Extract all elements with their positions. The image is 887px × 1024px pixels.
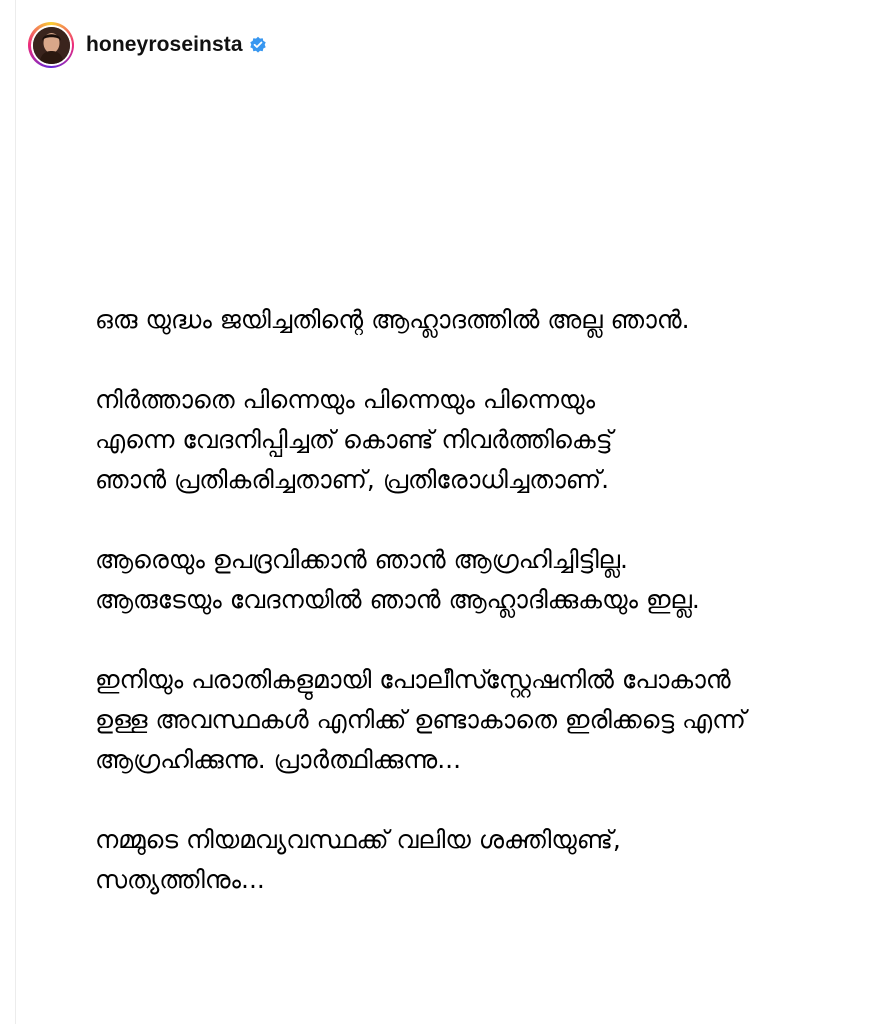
post-caption [95, 300, 875, 940]
caption-line: എന്നെ വേദനിപ്പിച്ചത് കൊണ്ട് നിവർത്തികെട്ട് [95, 425, 613, 454]
caption-line: ഒരു യുദ്ധം ജയിച്ചതിന്റെ ആഹ്ലാദത്തിൽ അല്ല ഞാൻ. [95, 305, 690, 334]
caption-line: ഉള്ള അവസ്ഥകൾ എനിക്ക് ഉണ്ടാകാതെ ഇരിക്കട്ടെ എന്ന് [95, 705, 746, 734]
caption-line: ഇനിയും പരാതികളുമായി പോലീസ്സ്റ്റേഷനിൽ പോകാൻ [95, 665, 731, 694]
avatar[interactable] [33, 27, 70, 64]
caption-line: ആരുടേയും വേദനയിൽ ഞാൻ ആഹ്ലാദിക്കുകയും ഇല്ല. [95, 585, 700, 614]
left-border [15, 0, 16, 1024]
story-ring[interactable] [28, 22, 74, 68]
caption-line: ആഗ്രഹിക്കുന്നു. പ്രാർത്ഥിക്കുന്നു... [95, 745, 462, 774]
caption-paragraph [95, 540, 875, 620]
post-header [28, 22, 267, 68]
caption-line: ആരെയും ഉപദ്രവിക്കാൻ ഞാൻ ആഗ്രഹിച്ചിട്ടില്ല. [95, 545, 628, 574]
caption-line: നമ്മുടെ നിയമവ്യവസ്ഥക്ക് വലിയ ശക്തിയുണ്ട്, [95, 825, 621, 854]
caption-paragraph [95, 300, 875, 340]
caption-line: നിർത്താതെ പിന്നെയും പിന്നെയും പിന്നെയും [95, 385, 596, 414]
caption-paragraph [95, 820, 875, 900]
verified-badge-icon [249, 36, 267, 54]
caption-line: സത്യത്തിനും... [95, 865, 265, 894]
caption-line: ഞാൻ പ്രതികരിച്ചതാണ്, പ്രതിരോധിച്ചതാണ്. [95, 465, 610, 494]
caption-paragraph [95, 660, 875, 780]
username-link[interactable]: honeyroseinsta [86, 33, 243, 56]
caption-paragraph [95, 380, 875, 500]
